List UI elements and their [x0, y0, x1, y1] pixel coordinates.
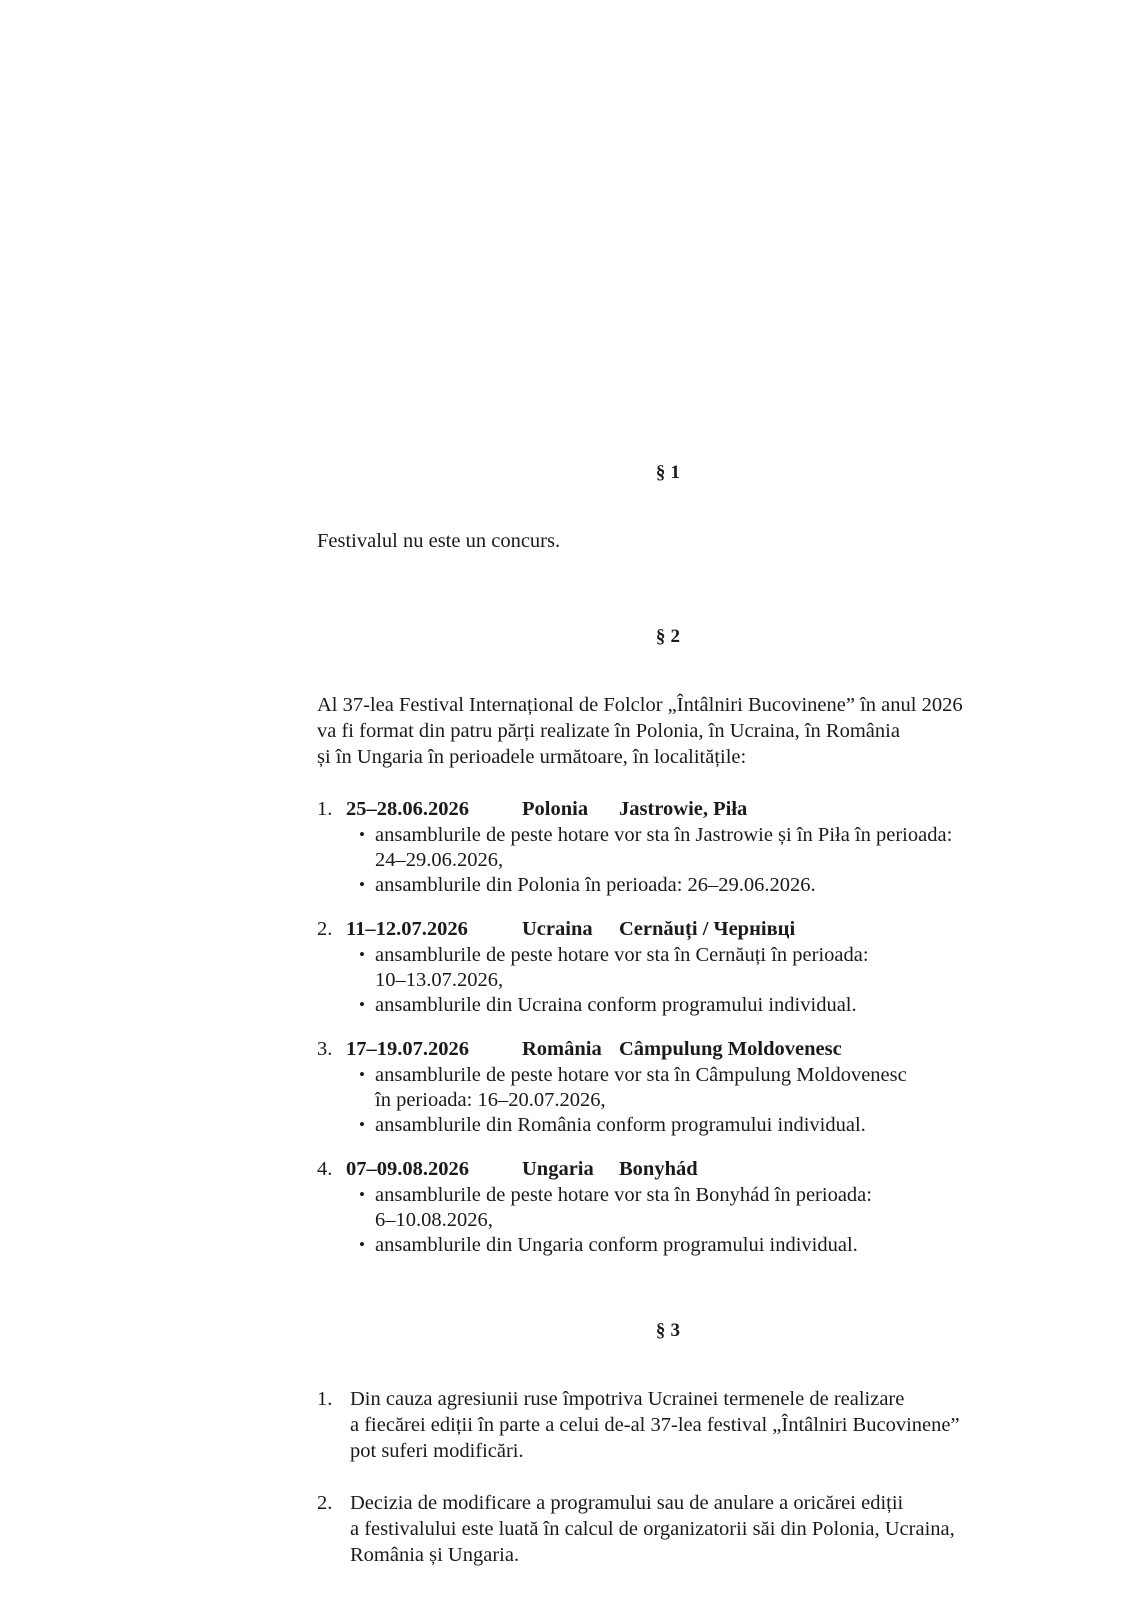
clause-number: 1.	[317, 1388, 333, 1410]
bullet-line: • ansamblurile din Ucraina conform programului individual.	[375, 994, 857, 1016]
bullet-line: în perioada: 16–20.07.2026,	[375, 1089, 606, 1111]
bullet-line: • ansamblurile din Polonia în perioada: 26–29.06.2026.	[375, 874, 816, 896]
bullet-line: 6–10.08.2026,	[375, 1209, 493, 1231]
spacer	[317, 484, 1019, 528]
edition-bullets	[317, 1183, 1019, 1258]
edition-city: Cernăuți / Чернівці	[619, 918, 796, 940]
list-item	[317, 916, 1019, 1018]
bullet-line: • ansamblurile din Ungaria conform programului individual.	[375, 1234, 858, 1256]
section-2	[317, 626, 1019, 1258]
clause-number: 2.	[317, 1492, 333, 1514]
section-2-paragraph	[317, 692, 1019, 770]
bullet-item	[317, 1063, 1019, 1113]
paragraph-line: Festivalul nu este un concurs.	[317, 530, 561, 552]
bullet-line: 10–13.07.2026,	[375, 969, 504, 991]
edition-country: Ungaria	[522, 1158, 594, 1180]
bullet-line: • ansamblurile de peste hotare vor sta în Câmpulung Moldovenesc	[375, 1064, 907, 1086]
clause-line: Din cauza agresiunii ruse împotriva Ucrainei termenele de realizare	[350, 1388, 905, 1410]
edition-country: România	[522, 1038, 602, 1060]
edition-date: 17–19.07.2026	[346, 1038, 469, 1060]
bullet-line: • ansamblurile de peste hotare vor sta în Jastrowie și în Piła în perioada:	[375, 824, 953, 846]
edition-date: 07–09.08.2026	[346, 1158, 469, 1180]
bullet-item	[317, 943, 1019, 993]
edition-bullets	[317, 1063, 1019, 1138]
list-item	[317, 1490, 1019, 1568]
bullet-item	[317, 1113, 1019, 1138]
edition-country: Ucraina	[522, 918, 593, 940]
bullet-item	[317, 873, 1019, 898]
edition-country: Polonia	[522, 798, 589, 820]
edition-number: 1.	[317, 798, 333, 820]
edition-date: 25–28.06.2026	[346, 798, 469, 820]
list-item	[317, 1156, 1019, 1258]
edition-city: Jastrowie, Piła	[619, 798, 748, 820]
bullet-line: • ansamblurile de peste hotare vor sta în Cernăuți în perioada:	[375, 944, 869, 966]
clause-line: România și Ungaria.	[350, 1544, 520, 1566]
paragraph-line: va fi format din patru părți realizate în Polonia, în Ucraina, în România	[317, 720, 900, 742]
section-2-heading: § 2	[655, 626, 681, 647]
spacer	[317, 1258, 1019, 1320]
edition-heading	[317, 1156, 1019, 1183]
section-1	[317, 462, 1019, 554]
list-item	[317, 796, 1019, 898]
editions-list	[317, 796, 1019, 1258]
bullet-item	[317, 993, 1019, 1018]
clause-line: pot suferi modificări.	[350, 1440, 524, 1462]
section-3-heading: § 3	[655, 1320, 681, 1341]
edition-bullets	[317, 943, 1019, 1018]
bullet-item	[317, 1233, 1019, 1258]
clause-line: a festivalului este luată în calcul de organizatorii săi din Polonia, Ucraina,	[350, 1518, 955, 1540]
edition-city: Bonyhád	[619, 1158, 698, 1180]
edition-number: 3.	[317, 1038, 333, 1060]
bullet-item	[317, 1183, 1019, 1233]
list-item	[317, 1386, 1019, 1464]
edition-bullets	[317, 823, 1019, 898]
bullet-line: • ansamblurile din România conform programului individual.	[375, 1114, 866, 1136]
edition-heading	[317, 916, 1019, 943]
edition-number: 2.	[317, 918, 333, 940]
list-item	[317, 1036, 1019, 1138]
spacer	[317, 770, 1019, 796]
bullet-line: 24–29.06.2026,	[375, 849, 504, 871]
edition-city: Câmpulung Moldovenesc	[619, 1038, 842, 1060]
clause-line: a fiecărei ediții în parte a celui de-al 37-lea festival „Întâlniri Bucovinene”	[350, 1414, 960, 1436]
spacer	[317, 648, 1019, 692]
document-content	[317, 462, 1019, 1568]
section-3	[317, 1320, 1019, 1568]
section-1-heading: § 1	[655, 462, 681, 483]
clauses-list	[317, 1386, 1019, 1568]
section-1-paragraph	[317, 528, 1019, 554]
paragraph-line: și în Ungaria în perioadele următoare, în localitățile:	[317, 746, 747, 768]
spacer	[317, 1342, 1019, 1386]
paragraph-line: Al 37-lea Festival Internațional de Folclor „Întâlniri Bucovinene” în anul 2026	[317, 694, 963, 716]
bullet-line: • ansamblurile de peste hotare vor sta în Bonyhád în perioada:	[375, 1184, 872, 1206]
spacer	[317, 554, 1019, 626]
bullet-item	[317, 823, 1019, 873]
edition-heading	[317, 796, 1019, 823]
edition-heading	[317, 1036, 1019, 1063]
edition-number: 4.	[317, 1158, 333, 1180]
edition-date: 11–12.07.2026	[346, 918, 468, 940]
clause-line: Decizia de modificare a programului sau de anulare a oricărei ediții	[350, 1492, 904, 1514]
